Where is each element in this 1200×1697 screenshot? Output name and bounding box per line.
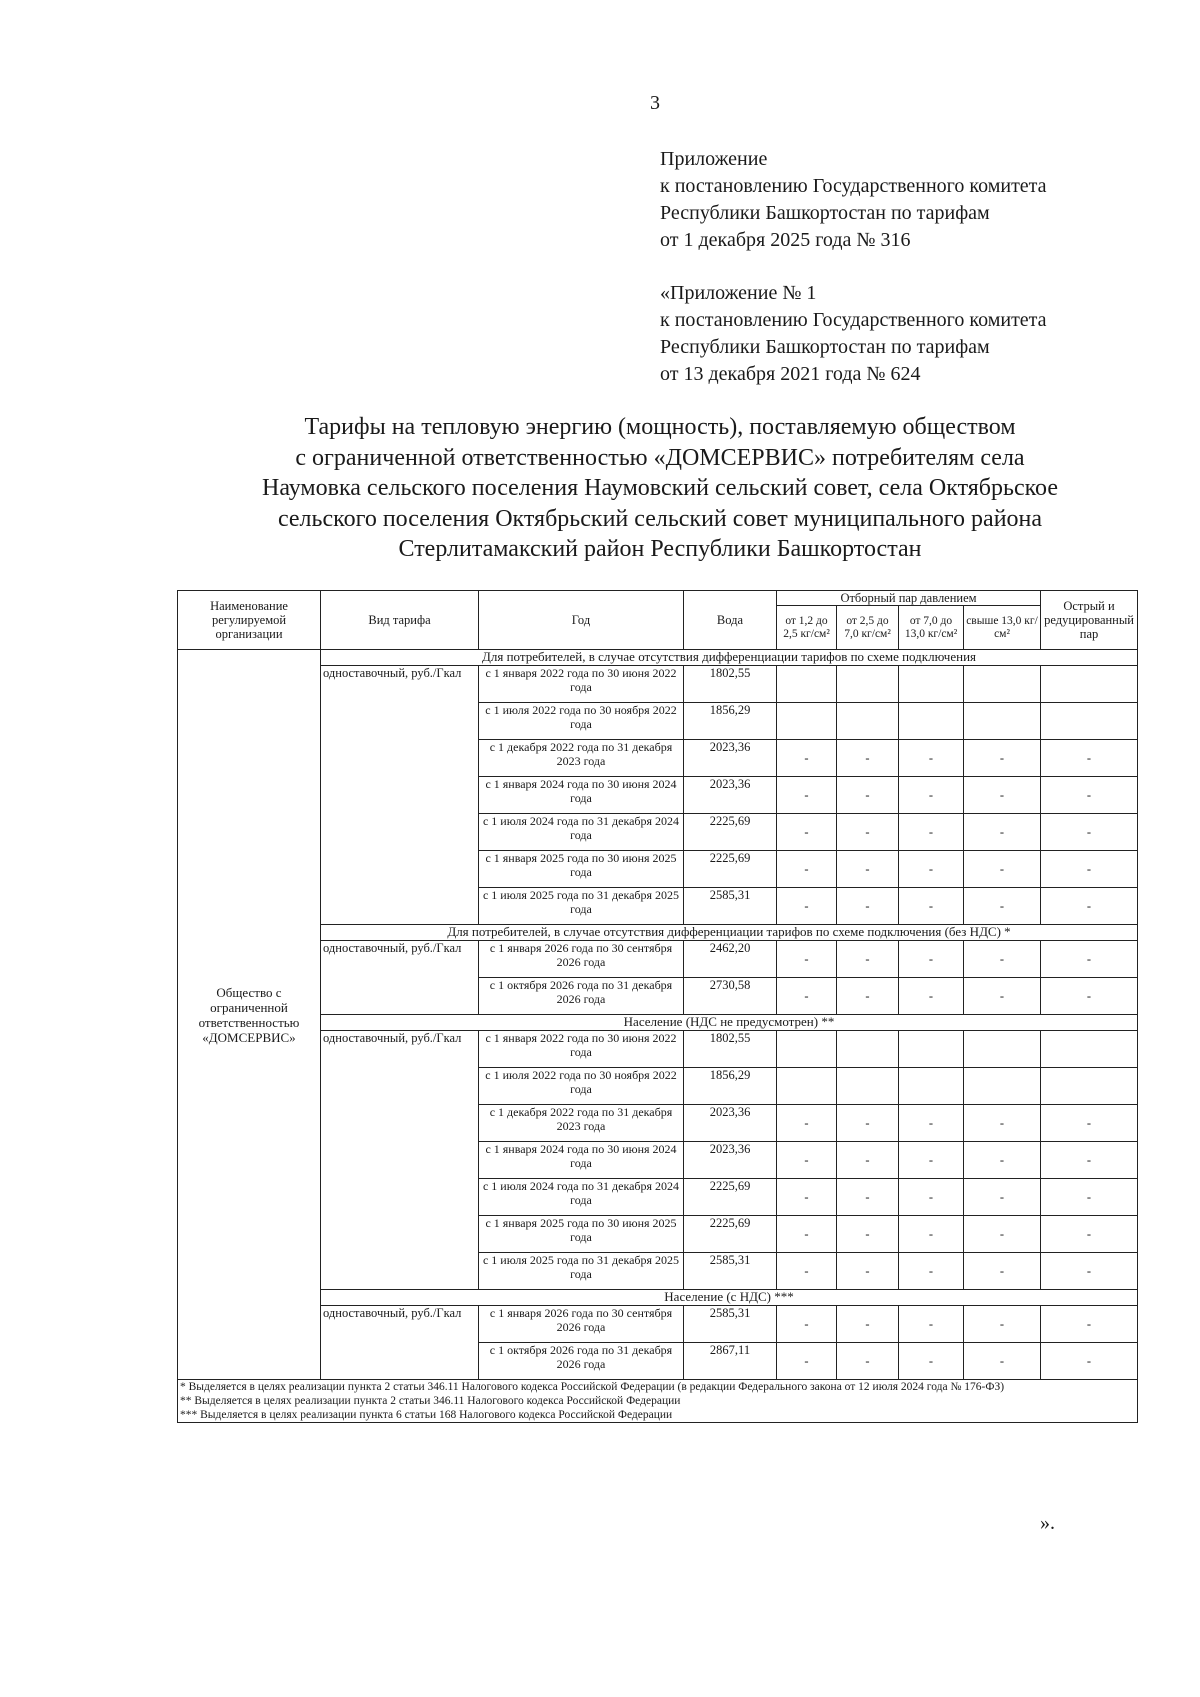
steam-value-cell: - [1041, 941, 1138, 978]
period-cell: с 1 января 2026 года по 30 сентября 2026 года [479, 1306, 684, 1343]
steam-value-cell: - [837, 777, 899, 814]
steam-value-cell: - [1041, 1253, 1138, 1290]
steam-value-cell: - [899, 1216, 964, 1253]
title-line: с ограниченной ответственностью «ДОМСЕРВИС» потребителям села [295, 444, 1025, 471]
steam-value-cell: - [777, 941, 837, 978]
section-header-row [178, 650, 1138, 666]
steam-value-cell: - [1041, 978, 1138, 1015]
tariff-table [177, 590, 1138, 1423]
water-value-cell: 2585,31 [684, 1306, 777, 1343]
header-selected-steam: Отборный пар давлением [777, 591, 1041, 606]
steam-value-cell: - [777, 1105, 837, 1142]
period-cell: с 1 октября 2026 года по 31 декабря 2026 года [479, 978, 684, 1015]
period-cell: с 1 июля 2024 года по 31 декабря 2024 года [479, 1179, 684, 1216]
period-cell: с 1 июля 2025 года по 31 декабря 2025 года [479, 888, 684, 925]
tariff-type-cell: одноставочный, руб./Гкал [321, 1031, 479, 1290]
steam-value-cell: - [899, 941, 964, 978]
water-value-cell: 1856,29 [684, 1068, 777, 1105]
steam-value-cell: - [1041, 1142, 1138, 1179]
section-header-row [178, 1290, 1138, 1306]
water-value-cell: 1856,29 [684, 703, 777, 740]
steam-value-cell: - [964, 941, 1041, 978]
steam-value-cell: - [899, 1306, 964, 1343]
water-value-cell: 2225,69 [684, 814, 777, 851]
title-line: Стерлитамакский район Республики Башкортостан [398, 536, 922, 562]
steam-value-cell [1041, 1031, 1138, 1068]
steam-value-cell: - [837, 1105, 899, 1142]
steam-value-cell: - [1041, 814, 1138, 851]
period-cell: с 1 декабря 2022 года по 31 декабря 2023 года [479, 740, 684, 777]
steam-value-cell: - [964, 1216, 1041, 1253]
steam-value-cell: - [837, 1216, 899, 1253]
steam-value-cell: - [777, 1253, 837, 1290]
footnotes [178, 1380, 1138, 1423]
steam-value-cell: - [899, 888, 964, 925]
header-water: Вода [684, 591, 777, 650]
steam-value-cell: - [964, 1306, 1041, 1343]
steam-value-cell: - [899, 1105, 964, 1142]
period-cell: с 1 января 2022 года по 30 июня 2022 года [479, 1031, 684, 1068]
title-line: Тарифы на тепловую энергию (мощность), поставляемую обществом [304, 414, 1016, 440]
water-value-cell: 2585,31 [684, 888, 777, 925]
appendix-line: от 13 декабря 2021 года № 624 [660, 363, 921, 385]
water-value-cell: 2225,69 [684, 851, 777, 888]
steam-value-cell [899, 1031, 964, 1068]
period-cell: с 1 июля 2022 года по 30 ноября 2022 года [479, 703, 684, 740]
water-value-cell: 2023,36 [684, 777, 777, 814]
steam-value-cell: - [899, 1343, 964, 1380]
appendix-line: Республики Башкортостан по тарифам [660, 336, 990, 358]
steam-value-cell [777, 1068, 837, 1105]
steam-value-cell: - [1041, 1105, 1138, 1142]
water-value-cell: 2730,58 [684, 978, 777, 1015]
table-row [178, 1306, 1138, 1343]
steam-value-cell [899, 1068, 964, 1105]
steam-value-cell: - [964, 888, 1041, 925]
steam-value-cell: - [837, 888, 899, 925]
steam-value-cell: - [899, 740, 964, 777]
appendix-line: «Приложение № 1 [660, 282, 817, 304]
tariff-type-cell: одноставочный, руб./Гкал [321, 941, 479, 1015]
steam-value-cell: - [837, 1179, 899, 1216]
steam-value-cell: - [777, 1343, 837, 1380]
footnote: *** Выделяется в целях реализации пункта 6 статьи 168 Налогового кодекса Российской Федерации [180, 1409, 673, 1421]
water-value-cell: 2225,69 [684, 1179, 777, 1216]
header-tariff-type: Вид тарифа [321, 591, 479, 650]
steam-value-cell [964, 666, 1041, 703]
appendix-line: к постановлению Государственного комитета [660, 175, 1047, 197]
appendix-line: Республики Башкортостан по тарифам [660, 202, 990, 224]
steam-value-cell: - [837, 941, 899, 978]
steam-value-cell: - [777, 1306, 837, 1343]
water-value-cell: 2225,69 [684, 1216, 777, 1253]
appendix-original-reference [660, 280, 1047, 388]
table-row [178, 1031, 1138, 1068]
section-title: Население (с НДС) *** [321, 1290, 1138, 1306]
steam-value-cell: - [964, 777, 1041, 814]
water-value-cell: 2023,36 [684, 740, 777, 777]
water-value-cell: 1802,55 [684, 1031, 777, 1068]
steam-value-cell: - [837, 851, 899, 888]
steam-value-cell [1041, 666, 1138, 703]
steam-value-cell [899, 666, 964, 703]
steam-value-cell: - [964, 1343, 1041, 1380]
header-org: Наименование регулируемой организации [178, 591, 321, 650]
steam-value-cell: - [837, 740, 899, 777]
steam-value-cell: - [1041, 1306, 1138, 1343]
steam-value-cell: - [964, 1142, 1041, 1179]
steam-value-cell [837, 1031, 899, 1068]
table-row [178, 941, 1138, 978]
steam-value-cell: - [837, 978, 899, 1015]
header-steam-4: свыше 13,0 кг/см² [964, 606, 1041, 650]
steam-value-cell [899, 703, 964, 740]
steam-value-cell: - [1041, 1179, 1138, 1216]
steam-value-cell [777, 1031, 837, 1068]
section-header-row [178, 1015, 1138, 1031]
water-value-cell: 2023,36 [684, 1105, 777, 1142]
header-sharp-steam: Острый и редуцированный пар [1041, 591, 1138, 650]
steam-value-cell: - [964, 814, 1041, 851]
steam-value-cell: - [899, 814, 964, 851]
appendix-line: от 1 декабря 2025 года № 316 [660, 229, 911, 251]
steam-value-cell [964, 1068, 1041, 1105]
steam-value-cell [777, 703, 837, 740]
steam-value-cell: - [837, 1253, 899, 1290]
closing-quote: ». [1040, 1512, 1055, 1534]
steam-value-cell: - [837, 814, 899, 851]
header-steam-3: от 7,0 до 13,0 кг/см² [899, 606, 964, 650]
steam-value-cell: - [899, 777, 964, 814]
section-title: Население (НДС не предусмотрен) ** [321, 1015, 1138, 1031]
steam-value-cell: - [899, 978, 964, 1015]
steam-value-cell [964, 1031, 1041, 1068]
steam-value-cell: - [837, 1306, 899, 1343]
steam-value-cell: - [1041, 777, 1138, 814]
header-steam-2: от 2,5 до 7,0 кг/см² [837, 606, 899, 650]
footnote: ** Выделяется в целях реализации пункта 2 статьи 346.11 Налогового кодекса Российской Федерации [180, 1395, 681, 1407]
steam-value-cell: - [899, 1142, 964, 1179]
steam-value-cell: - [899, 1179, 964, 1216]
steam-value-cell [964, 703, 1041, 740]
organization-name: Общество с ограниченной ответственностью «ДОМСЕРВИС» [178, 650, 321, 1380]
steam-value-cell: - [964, 1179, 1041, 1216]
header-year: Год [479, 591, 684, 650]
steam-value-cell: - [777, 740, 837, 777]
header-steam-1: от 1,2 до 2,5 кг/см² [777, 606, 837, 650]
section-title: Для потребителей, в случае отсутствия дифференциации тарифов по схеме подключения (без НДС) * [321, 925, 1138, 941]
title-line: Наумовка сельского поселения Наумовский сельский совет, села Октябрьское [261, 475, 1058, 501]
steam-value-cell [837, 703, 899, 740]
steam-value-cell: - [1041, 1216, 1138, 1253]
table-row [178, 666, 1138, 703]
steam-value-cell: - [1041, 851, 1138, 888]
steam-value-cell: - [837, 1142, 899, 1179]
tariff-type-cell: одноставочный, руб./Гкал [321, 1306, 479, 1380]
water-value-cell: 2462,20 [684, 941, 777, 978]
steam-value-cell: - [1041, 888, 1138, 925]
steam-value-cell: - [899, 1253, 964, 1290]
period-cell: с 1 июля 2024 года по 31 декабря 2024 года [479, 814, 684, 851]
period-cell: с 1 января 2026 года по 30 сентября 2026 года [479, 941, 684, 978]
steam-value-cell: - [777, 851, 837, 888]
water-value-cell: 1802,55 [684, 666, 777, 703]
steam-value-cell: - [777, 814, 837, 851]
steam-value-cell [837, 666, 899, 703]
appendix-line: к постановлению Государственного комитета [660, 309, 1047, 331]
period-cell: с 1 января 2025 года по 30 июня 2025 года [479, 851, 684, 888]
period-cell: с 1 января 2022 года по 30 июня 2022 года [479, 666, 684, 703]
steam-value-cell: - [777, 777, 837, 814]
steam-value-cell: - [777, 978, 837, 1015]
steam-value-cell: - [964, 851, 1041, 888]
table-body [178, 650, 1138, 1380]
period-cell: с 1 января 2024 года по 30 июня 2024 года [479, 1142, 684, 1179]
footnote: * Выделяется в целях реализации пункта 2 статьи 346.11 Налогового кодекса Российской Федерации (в редакции Федерального закона от 12 июля 2024 года № 176-ФЗ) [180, 1381, 1005, 1393]
period-cell: с 1 октября 2026 года по 31 декабря 2026 года [479, 1343, 684, 1380]
steam-value-cell: - [1041, 740, 1138, 777]
title-line: сельского поселения Октябрьский сельский совет муниципального района [277, 505, 1043, 532]
steam-value-cell: - [777, 1179, 837, 1216]
section-header-row [178, 925, 1138, 941]
steam-value-cell: - [837, 1343, 899, 1380]
steam-value-cell [777, 666, 837, 703]
appendix-reference [660, 146, 1047, 254]
document-title [180, 412, 1140, 565]
steam-value-cell: - [777, 1142, 837, 1179]
period-cell: с 1 декабря 2022 года по 31 декабря 2023 года [479, 1105, 684, 1142]
period-cell: с 1 января 2024 года по 30 июня 2024 года [479, 777, 684, 814]
steam-value-cell: - [1041, 1343, 1138, 1380]
steam-value-cell: - [777, 1216, 837, 1253]
section-title: Для потребителей, в случае отсутствия дифференциации тарифов по схеме подключения [321, 650, 1138, 666]
period-cell: с 1 июля 2025 года по 31 декабря 2025 года [479, 1253, 684, 1290]
steam-value-cell: - [964, 1105, 1041, 1142]
steam-value-cell: - [964, 1253, 1041, 1290]
tariff-type-cell: одноставочный, руб./Гкал [321, 666, 479, 925]
period-cell: с 1 января 2025 года по 30 июня 2025 года [479, 1216, 684, 1253]
water-value-cell: 2867,11 [684, 1343, 777, 1380]
water-value-cell: 2023,36 [684, 1142, 777, 1179]
steam-value-cell: - [777, 888, 837, 925]
period-cell: с 1 июля 2022 года по 30 ноября 2022 года [479, 1068, 684, 1105]
steam-value-cell: - [964, 978, 1041, 1015]
steam-value-cell: - [899, 851, 964, 888]
water-value-cell: 2585,31 [684, 1253, 777, 1290]
steam-value-cell [1041, 1068, 1138, 1105]
steam-value-cell [837, 1068, 899, 1105]
steam-value-cell [1041, 703, 1138, 740]
page-number: 3 [650, 92, 660, 114]
appendix-line: Приложение [660, 148, 768, 170]
steam-value-cell: - [964, 740, 1041, 777]
